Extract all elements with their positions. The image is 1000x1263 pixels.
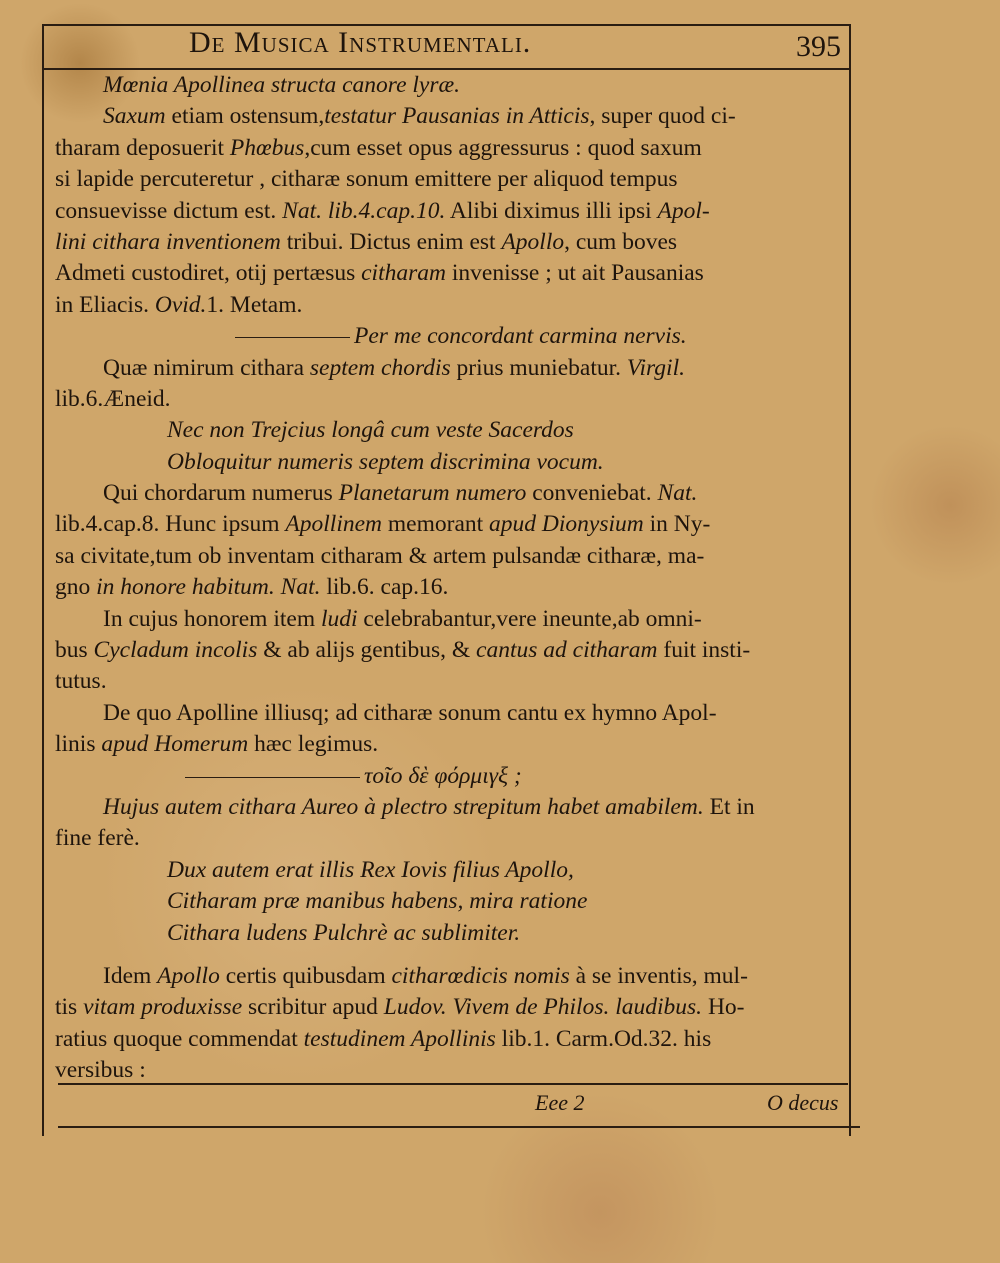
italic-text: septem chordis bbox=[309, 354, 451, 381]
italic-text: Nec non Trejcius longâ cum veste Sacerdos bbox=[167, 417, 574, 444]
italic-text: in honore habitum. bbox=[96, 574, 275, 601]
roman-text: hæc legimus. bbox=[248, 731, 379, 758]
italic-text: ludi bbox=[320, 605, 358, 632]
italic-text: testatur Pausanias in Atticis bbox=[324, 103, 590, 130]
running-head: De Musica Instrumentali. bbox=[189, 26, 532, 59]
quotation-rule bbox=[235, 337, 350, 338]
roman-text: Et in bbox=[703, 793, 755, 820]
italic-text: apud Dionysium bbox=[489, 511, 644, 538]
italic-text: Apollo bbox=[501, 228, 565, 255]
roman-text: lib.6.Æneid. bbox=[55, 385, 171, 412]
roman-text: Alibi diximus illi ipsi bbox=[445, 197, 658, 224]
italic-text: cantus ad citharam bbox=[476, 637, 658, 664]
text-line bbox=[55, 290, 845, 321]
text-line bbox=[55, 1024, 845, 1055]
italic-text: apud Homerum bbox=[101, 731, 249, 758]
roman-text: memorant bbox=[382, 511, 490, 538]
italic-text: vitam produxisse bbox=[83, 994, 243, 1021]
text-line bbox=[55, 761, 845, 792]
roman-text: versibus : bbox=[55, 1057, 146, 1084]
text-line bbox=[55, 321, 845, 352]
roman-text: lib.6. cap.16. bbox=[320, 574, 449, 601]
catchword: O decus bbox=[767, 1090, 839, 1115]
page-number: 395 bbox=[796, 30, 841, 63]
italic-text: Apol- bbox=[657, 197, 710, 224]
roman-text: linis bbox=[55, 731, 102, 758]
roman-text: in Eliacis. bbox=[55, 291, 155, 318]
bottom-rule bbox=[58, 1126, 860, 1128]
italic-text: Ovid. bbox=[154, 291, 207, 318]
roman-text: tharam deposuerit bbox=[55, 134, 230, 161]
italic-text: Phœbus bbox=[229, 134, 305, 161]
italic-text: Citharam præ manibus habens, mira ratione bbox=[167, 888, 588, 915]
roman-text: Idem bbox=[103, 962, 158, 989]
text-line bbox=[55, 698, 845, 729]
italic-text: Cycladum incolis bbox=[93, 637, 258, 664]
italic-text: Saxum bbox=[103, 103, 166, 130]
italic-text: Mœnia Apollinea structa canore lyræ. bbox=[103, 72, 461, 98]
italic-text: Dux autem erat illis Rex Iovis filius Apollo, bbox=[167, 856, 574, 883]
text-line bbox=[55, 133, 845, 164]
italic-text: Obloquitur numeris septem discrimina vocum. bbox=[167, 448, 604, 475]
text-line bbox=[55, 509, 845, 540]
text-line bbox=[55, 447, 845, 478]
text-line bbox=[55, 541, 845, 572]
roman-text: invenisse ; ut ait Pausanias bbox=[445, 260, 704, 287]
italic-text: citharœdicis nomis bbox=[391, 962, 570, 989]
roman-text: , super quod ci- bbox=[589, 103, 736, 130]
text-line bbox=[55, 258, 845, 289]
text-line bbox=[55, 635, 845, 666]
text-line bbox=[55, 792, 845, 823]
italic-text: Nat. bbox=[657, 480, 698, 507]
quotation-rule bbox=[185, 777, 360, 778]
footer-rule bbox=[58, 1083, 848, 1085]
roman-text: lib.1. Carm.Od.32. his bbox=[495, 1025, 712, 1052]
roman-text: etiam ostensum, bbox=[165, 103, 325, 130]
italic-text: τοῖο δὲ φόρμιγξ ; bbox=[364, 762, 522, 789]
text-line bbox=[55, 478, 845, 509]
roman-text: ratius quoque commendat bbox=[55, 1025, 304, 1052]
roman-text: celebrabantur,vere ineunte,ab omni- bbox=[357, 605, 702, 632]
text-line bbox=[55, 855, 845, 886]
roman-text: Ho- bbox=[702, 994, 745, 1021]
roman-text: tutus. bbox=[55, 668, 107, 695]
text-line bbox=[55, 992, 845, 1023]
italic-text: Ludov. Vivem de Philos. laudibus. bbox=[383, 994, 703, 1021]
page-header bbox=[44, 26, 849, 70]
roman-text: lib.4.cap.8. Hunc ipsum bbox=[55, 511, 286, 538]
italic-text: Planetarum numero bbox=[338, 480, 527, 507]
text-line bbox=[55, 70, 845, 101]
roman-text: , cum boves bbox=[564, 228, 678, 255]
text-line bbox=[55, 886, 845, 917]
text-line bbox=[55, 1055, 845, 1086]
roman-text: ,cum esset opus aggressurus : quod saxum bbox=[304, 134, 702, 161]
text-line bbox=[55, 666, 845, 697]
roman-text: Admeti custodiret, otij pertæsus bbox=[55, 260, 362, 287]
text-line bbox=[55, 918, 845, 949]
italic-text: Virgil. bbox=[626, 354, 685, 381]
text-line bbox=[55, 729, 845, 760]
roman-text: consuevisse dictum est. bbox=[55, 197, 283, 224]
roman-text: tis bbox=[55, 994, 84, 1021]
italic-text: Apollinem bbox=[285, 511, 382, 538]
roman-text: tribui. Dictus enim est bbox=[280, 228, 502, 255]
roman-text: fine ferè. bbox=[55, 825, 140, 852]
roman-text: à se inventis, mul- bbox=[569, 962, 748, 989]
italic-text: Nat. bbox=[280, 574, 321, 601]
text-line bbox=[55, 961, 845, 992]
italic-text: testudinem Apollinis bbox=[303, 1025, 496, 1052]
roman-text: gno bbox=[55, 574, 97, 601]
text-line bbox=[55, 164, 845, 195]
italic-text: Hujus autem cithara Aureo à plectro strepitum habet amabilem. bbox=[103, 793, 704, 820]
text-line bbox=[55, 604, 845, 635]
roman-text: Quæ nimirum cithara bbox=[103, 354, 310, 381]
roman-text: & ab alijs gentibus, & bbox=[257, 637, 477, 664]
roman-text: conveniebat. bbox=[526, 480, 658, 507]
roman-text: scribitur apud bbox=[242, 994, 384, 1021]
italic-text: Apollo bbox=[157, 962, 220, 989]
text-line bbox=[55, 196, 845, 227]
text-line bbox=[55, 572, 845, 603]
signature-mark: Eee 2 bbox=[535, 1090, 585, 1115]
italic-text: Cithara ludens Pulchrè ac sublimiter. bbox=[167, 919, 521, 946]
text-line bbox=[55, 823, 845, 854]
roman-text: De quo Apolline illiusq; ad citharæ sonum cantu ex hymno Apol- bbox=[103, 699, 717, 726]
roman-text: in Ny- bbox=[643, 511, 711, 538]
text-line bbox=[55, 227, 845, 258]
italic-text: Nat. lib.4.cap.10. bbox=[282, 197, 446, 224]
italic-text: Per me concordant carmina nervis. bbox=[354, 323, 687, 350]
roman-text: Qui chordarum numerus bbox=[103, 480, 339, 507]
italic-text: citharam bbox=[361, 260, 446, 287]
roman-text: In cujus honorem item bbox=[103, 605, 321, 632]
text-line bbox=[55, 415, 845, 446]
text-line bbox=[55, 384, 845, 415]
roman-text: bus bbox=[55, 637, 94, 664]
roman-text: sa civitate,tum ob inventam citharam & artem pulsandæ citharæ, ma- bbox=[55, 542, 705, 569]
text-line bbox=[55, 101, 845, 132]
paragraph-gap bbox=[55, 949, 845, 961]
roman-text: si lapide percuteretur , citharæ sonum emittere per aliquod tempus bbox=[55, 166, 678, 193]
roman-text: certis quibusdam bbox=[219, 962, 392, 989]
text-body bbox=[55, 70, 845, 1087]
italic-text: lini cithara inventionem bbox=[55, 228, 281, 255]
roman-text: 1. Metam. bbox=[206, 291, 303, 318]
roman-text: prius muniebatur. bbox=[450, 354, 627, 381]
roman-text: fuit insti- bbox=[657, 637, 751, 664]
text-line bbox=[55, 353, 845, 384]
